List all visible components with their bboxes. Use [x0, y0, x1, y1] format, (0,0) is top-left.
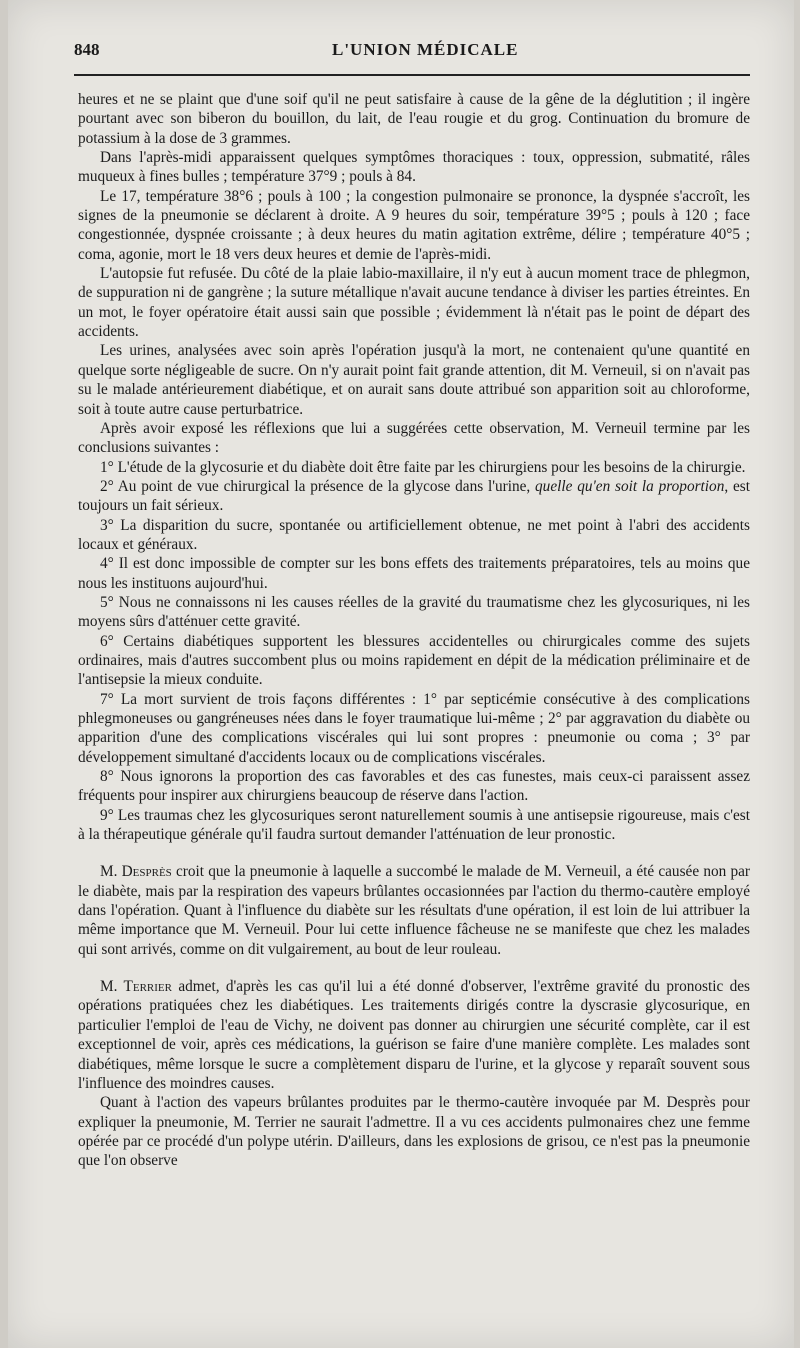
conclusion-text: , est toujours un fait sérieux. — [78, 477, 750, 515]
journal-title: L'UNION MÉDICALE — [332, 40, 519, 59]
discussion-text: croit que la pneumonie à laquelle a succombé le malade de M. Verneuil, a été causée non par le diabète, mais par la respiration des vapeurs brûlantes occasionnées par l'action du thermo-cautère employé dans l'opération. Quant à l'influence du diabète sur les résultats d'une opération, il est loin de lui attribuer la même importance que M. Verneuil. Pour lui cette influence fâcheuse ne se manifeste que chez les malades qui sont arrivés, comme on dit vulgairement, au bout de leur rouleau. — [78, 863, 750, 958]
conclusion-item: 1° L'étude de la glycosurie et du diabète doit être faite par les chirurgiens pour les besoins de la chirurgie. — [100, 458, 746, 476]
discussion-paragraph: Quant à l'action des vapeurs brûlantes produites par le thermo-cautère invoquée par M. Desprès pour expliquer la pneumonie, M. Terrier ne saurait l'admettre. Il a vu ces accidents pulmonaires chez une femme opérée par ce procédé d'un polype utérin. D'ailleurs, dans les explosions de grisou, ce n'est pas la pneumonie que l'on observe — [78, 1094, 750, 1170]
conclusion-item — [78, 477, 750, 516]
header-rule — [74, 74, 750, 76]
paragraph: Dans l'après-midi apparaissent quelques symptômes thoraciques : toux, oppression, submatité, râles muqueux à fines bulles ; température 37°9 ; pouls à 84. — [78, 149, 750, 186]
paragraph: Les urines, analysées avec soin après l'opération jusqu'à la mort, ne contenaient qu'une quantité en quelque sorte négligeable de sucre. On n'y aurait point fait grande attention, dit M. Verneuil, si on n'avait pas su le malade antérieurement diabétique, et on aurait sans doute attribué son apparition soit au chloroforme, soit à toute autre cause perturbatrice. — [78, 342, 750, 418]
conclusion-item: 7° La mort survient de trois façons différentes : 1° par septicémie consécutive à des complications phlegmoneuses ou gangréneuses nées dans le foyer traumatique lui-même ; 2° par aggravation du diabète ou apparition d'une des complications viscérales qui lui sont propres : pneumonie ou coma ; 3° par développement simultané d'accidents locaux ou de complications viscérales. — [78, 690, 750, 766]
conclusion-item: 4° Il est donc impossible de compter sur les bons effets des traitements préparatoires, tels au moins que nous les instituons aujourd'hui. — [78, 555, 750, 592]
paragraph: heures et ne se plaint que d'une soif qu'il ne peut satisfaire à cause de la gêne de la déglutition ; il ingère pourtant avec son biberon du bouillon, du lait, de l'eau rougie et du grog. Continuation du bromure de potassium à la dose de 3 grammes. — [78, 91, 750, 147]
discussion-paragraph — [78, 862, 750, 959]
conclusion-item: 8° Nous ignorons la proportion des cas favorables et des cas funestes, mais ceux-ci paraissent assez fréquents pour inspirer aux chirurgiens beaucoup de réserve dans l'action. — [78, 768, 750, 805]
conclusion-emphasis: quelle qu'en soit la proportion — [535, 477, 725, 495]
page-header — [8, 40, 794, 66]
page-number: 848 — [74, 40, 100, 59]
paragraph: Le 17, température 38°6 ; pouls à 100 ; la congestion pulmonaire se prononce, la dyspnée s'accroît, les signes de la pneumonie se déclarent à droite. A 9 heures du soir, température 39°5 ; pouls à 120 ; face congestionnée, dyspnée croissante ; à deux heures du matin agitation extrême, délire ; température 40°5 ; coma, agonie, mort le 18 vers deux heures et demie de l'après-midi. — [78, 187, 750, 263]
paragraph: Après avoir exposé les réflexions que lui a suggérées cette observation, M. Verneuil termine par les conclusions suivantes : — [78, 419, 750, 457]
paragraph: L'autopsie fut refusée. Du côté de la plaie labio-maxillaire, il n'y eut à aucun moment trace de phlegmon, de suppuration ni de gangrène ; la suture métallique n'avait aucune tendance à diviser les parties étreintes. En un mot, le foyer opératoire était aussi sain que possible ; évidemment là n'était pas le point de départ des accidents. — [78, 265, 750, 341]
discussion-paragraph — [78, 977, 750, 1093]
article-body — [78, 90, 750, 1171]
conclusion-item: 3° La disparition du sucre, spontanée ou artificiellement obtenue, ne met point à l'abri des accidents locaux et généraux. — [78, 516, 750, 553]
speaker-name: M. Terrier — [100, 978, 172, 996]
conclusion-item: 9° Les traumas chez les glycosuriques seront naturellement soumis à une antisepsie rigoureuse, mais c'est à la thérapeutique générale qu'il faudra surtout demander l'atténuation de leur pronostic. — [78, 806, 750, 844]
conclusion-item: 6° Certains diabétiques supportent les blessures accidentelles ou chirurgicales comme des sujets ordinaires, mais d'autres succombent plus ou moins rapidement en dépit de la médication préliminaire et de l'antisepsie la mieux conduite. — [78, 632, 750, 689]
speaker-name: M. Desprès — [100, 863, 172, 881]
conclusion-item: 5° Nous ne connaissons ni les causes réelles de la gravité du traumatisme chez les glycosuriques, ni les moyens sûrs d'atténuer cette gravité. — [78, 593, 750, 631]
discussion-text: admet, d'après les cas qu'il lui a été donné d'observer, l'extrême gravité du pronostic des opérations pratiquées chez les diabétiques. Les traitements dirigés contre la dyscrasie glycosurique, en particulier l'emploi de l'eau de Vichy, ne doivent pas donner au chirurgien une sécurité complète, car il est exceptionnel de voir, après ces médications, la guérison se faire d'une manière complète. Les malades sont diabétiques, même lorsque le sucre a complètement disparu de l'urine, et la glycose y reparaît souvent sous l'influence des moindres causes. — [78, 978, 750, 1092]
conclusion-text: 2° Au point de vue chirurgical la présence de la glycose dans l'urine, — [100, 477, 536, 495]
journal-page — [8, 0, 794, 1348]
